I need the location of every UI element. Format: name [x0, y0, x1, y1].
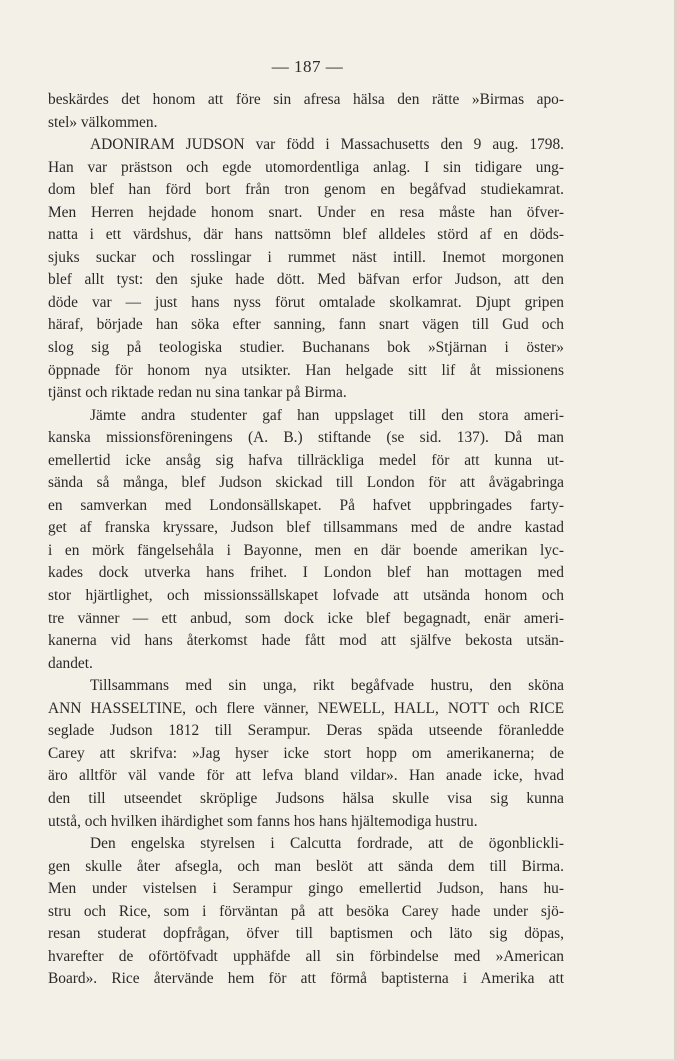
text-line: Han var prästson och egde utomordentliga anlag. I sin tidigare ung- [48, 158, 564, 176]
page-number: — 187 — [271, 57, 344, 76]
text-line: utstå, och hvilken ihärdighet som fanns hos hans hjältemodiga hustru. [48, 812, 478, 830]
body-text [48, 89, 564, 991]
text-line: sända så många, blef Judson skickad till London för att åvägabringa [48, 474, 564, 492]
text-line: emellertid icke ansåg sig hafva tillräckliga medel för att kunna ut- [48, 451, 564, 469]
text-line: öppnade för honom nya utsikter. Han helgade sitt lif åt missionens [48, 361, 564, 379]
text-line: natta i ett värdshus, där hans nattsömn blef alldeles störd af en döds- [48, 226, 564, 244]
text-line: en samverkan med Londonsällskapet. På hafvet uppbringades farty- [48, 496, 564, 514]
text-line: ADONIRAM JUDSON var född i Massachusetts den 9 aug. 1798. [90, 136, 564, 154]
text-line: blef allt tyst: den sjuke hade dött. Med bäfvan erfor Judson, att den [48, 271, 564, 289]
text-line: stel» välkommen. [48, 113, 158, 131]
text-line: resan studerat dopfrågan, öfver till baptismen och läto sig döpas, [48, 925, 564, 943]
text-line: kanerna vid hans återkomst hade fått mod att själfve bekosta utsän- [48, 632, 564, 650]
text-line: Men under vistelsen i Serampur gingo emellertid Judson, hans hu- [48, 880, 564, 898]
text-line: tre vänner — ett anbud, som dock icke blef begagnadt, enär ameri- [48, 609, 564, 627]
text-line: äro alltför väl vande för att lefva bland vildar». Han anade icke, hvad [48, 767, 564, 785]
text-line: häraf, började han söka efter sanning, fann snart vägen till Gud och [48, 316, 564, 334]
text-line: tjänst och riktade redan nu sina tankar på Birma. [48, 384, 347, 402]
text-line: kades dock utverka hans frihet. I London blef han mottagen med [48, 564, 564, 582]
text-line: dom blef han förd bort från tron genom en begåfvad studiekamrat. [48, 181, 564, 199]
text-line: sjuks suckar och rosslingar i rummet näst intill. Inemot morgonen [48, 248, 564, 266]
text-line: stor hjärtlighet, och missionssällskapet lofvade att utsända honom och [48, 587, 564, 605]
text-line: gen skulle åter afsegla, och man beslöt att sända dem till Birma. [48, 857, 564, 875]
text-line: get af franska kryssare, Judson blef tillsammans med de andre kastad [48, 519, 564, 537]
text-line: Tillsammans med sin unga, rikt begåfvade hustru, den sköna [90, 677, 564, 695]
text-line: Men Herren hejdade honom snart. Under en resa måste han öfver- [48, 203, 564, 221]
text-line: döde var — just hans nyss förut omtalade skolkamrat. Djupt gripen [48, 293, 564, 311]
text-line: hvarefter de oförtöfvadt upphäfde all sin förbindelse med »American [48, 947, 564, 965]
text-line: ANN HASSELTINE, och flere vänner, NEWELL, HALL, NOTT och RICE [48, 699, 564, 717]
text-line: stru och Rice, som i förväntan på att besöka Carey hade under sjö- [48, 902, 564, 920]
text-line: Jämte andra studenter gaf han uppslaget till den stora ameri- [90, 406, 564, 424]
text-line: Board». Rice återvände hem för att förmå baptisterna i Amerika att [48, 970, 564, 988]
text-line: Den engelska styrelsen i Calcutta fordrade, att de ögonblickli- [90, 835, 564, 853]
text-line: kanska missionsföreningens (A. B.) stiftande (se sid. 137). Då man [48, 429, 564, 447]
text-line: den till utseendet skröplige Judsons hälsa skulle visa sig kunna [48, 789, 564, 807]
text-line: slog sig på teologiska studier. Buchanans bok »Stjärnan i öster» [48, 339, 564, 357]
text-line: beskärdes det honom att före sin afresa hälsa den rätte »Birmas apo- [48, 91, 564, 108]
text-line: dandet. [48, 654, 93, 672]
text-line: Carey att skrifva: »Jag hyser icke stort hopp om amerikanerna; de [48, 744, 564, 762]
text-line: seglade Judson 1812 till Serampur. Deras späda utseende föranledde [48, 722, 564, 740]
text-line: i en mörk fängelsehåla i Bayonne, men en där boende amerikan lyc- [48, 541, 564, 559]
